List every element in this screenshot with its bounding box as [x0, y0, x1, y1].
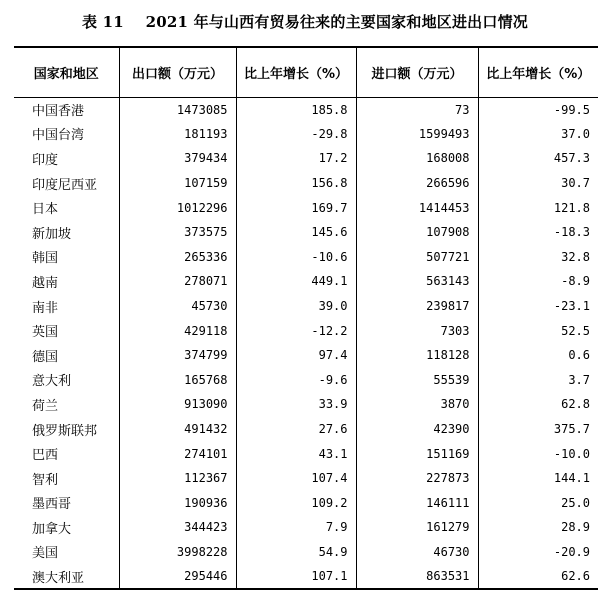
export-growth-cell: 54.9 [236, 540, 356, 565]
region-cell: 智利 [32, 472, 59, 488]
import-growth-cell: 144.1 [478, 466, 598, 491]
export-growth-cell: -12.2 [236, 318, 356, 343]
import-value-cell: 118128 [356, 343, 478, 368]
import-value-cell: 507721 [356, 245, 478, 270]
region-cell: 俄罗斯联邦 [32, 423, 98, 439]
table-row [14, 146, 598, 171]
table-row [14, 441, 598, 466]
export-value-cell: 1473085 [119, 97, 236, 122]
table-title: 表 11 2021 年与山西有贸易往来的主要国家和地区进出口情况 [82, 13, 528, 31]
table-row [14, 491, 598, 516]
import-growth-cell: 37.0 [478, 122, 598, 147]
import-value-cell: 3870 [356, 392, 478, 417]
import-value-cell: 151169 [356, 441, 478, 466]
import-growth-cell: -18.3 [478, 220, 598, 245]
region-cell: 墨西哥 [32, 497, 72, 513]
export-growth-cell: 145.6 [236, 220, 356, 245]
export-growth-cell: 17.2 [236, 146, 356, 171]
table-row [14, 195, 598, 220]
export-value-cell: 1012296 [119, 195, 236, 220]
region-cell: 美国 [32, 546, 59, 562]
export-value-cell: 107159 [119, 171, 236, 196]
export-value-cell: 274101 [119, 441, 236, 466]
import-value-cell: 563143 [356, 269, 478, 294]
import-value-cell: 168008 [356, 146, 478, 171]
region-cell: 印度 [32, 152, 59, 168]
export-growth-cell: 449.1 [236, 269, 356, 294]
region-cell: 新加坡 [32, 226, 72, 242]
export-growth-cell: -9.6 [236, 368, 356, 393]
import-growth-cell: 121.8 [478, 195, 598, 220]
export-value-cell: 379434 [119, 146, 236, 171]
import-growth-cell: -20.9 [478, 540, 598, 565]
region-cell: 印度尼西亚 [32, 177, 98, 193]
region-cell: 南非 [32, 300, 59, 316]
table-header [14, 47, 598, 97]
import-value-cell: 1414453 [356, 195, 478, 220]
import-value-cell: 266596 [356, 171, 478, 196]
import-growth-cell: -8.9 [478, 269, 598, 294]
header-row [14, 47, 598, 97]
export-growth-cell: 97.4 [236, 343, 356, 368]
export-value-cell: 278071 [119, 269, 236, 294]
region-cell: 巴西 [32, 448, 59, 464]
region-cell: 韩国 [32, 251, 59, 267]
export-value-cell: 265336 [119, 245, 236, 270]
import-value-cell: 55539 [356, 368, 478, 393]
import-value-cell: 107908 [356, 220, 478, 245]
import-growth-cell: -23.1 [478, 294, 598, 319]
export-value-cell: 344423 [119, 515, 236, 540]
table-row [14, 343, 598, 368]
export-growth-cell: -10.6 [236, 245, 356, 270]
table-row [14, 564, 598, 589]
region-cell: 意大利 [32, 374, 72, 390]
header-export-value: 出口额（万元） [119, 47, 236, 97]
import-value-cell: 161279 [356, 515, 478, 540]
export-growth-cell: 27.6 [236, 417, 356, 442]
header-import-value: 进口额（万元） [356, 47, 478, 97]
region-cell: 澳大利亚 [32, 570, 85, 586]
import-growth-cell: 52.5 [478, 318, 598, 343]
table-row [14, 368, 598, 393]
region-cell: 越南 [32, 275, 59, 291]
export-value-cell: 165768 [119, 368, 236, 393]
export-growth-cell: 107.1 [236, 564, 356, 589]
header-import-growth: 比上年增长（%） [478, 47, 598, 97]
import-growth-cell: -99.5 [478, 97, 598, 122]
import-value-cell: 146111 [356, 491, 478, 516]
export-growth-cell: 156.8 [236, 171, 356, 196]
import-growth-cell: 62.8 [478, 392, 598, 417]
import-growth-cell: 32.8 [478, 245, 598, 270]
import-value-cell: 1599493 [356, 122, 478, 147]
table-row [14, 245, 598, 270]
export-growth-cell: 109.2 [236, 491, 356, 516]
import-growth-cell: -10.0 [478, 441, 598, 466]
export-value-cell: 181193 [119, 122, 236, 147]
export-value-cell: 913090 [119, 392, 236, 417]
trade-table [14, 46, 598, 590]
region-cell: 中国台湾 [32, 128, 85, 144]
import-growth-cell: 457.3 [478, 146, 598, 171]
export-growth-cell: 185.8 [236, 97, 356, 122]
table-row [14, 515, 598, 540]
export-value-cell: 295446 [119, 564, 236, 589]
import-value-cell: 46730 [356, 540, 478, 565]
region-cell: 德国 [32, 349, 59, 365]
import-growth-cell: 25.0 [478, 491, 598, 516]
import-value-cell: 42390 [356, 417, 478, 442]
region-cell: 中国香港 [32, 104, 85, 120]
import-value-cell: 227873 [356, 466, 478, 491]
table-row [14, 318, 598, 343]
import-growth-cell: 3.7 [478, 368, 598, 393]
table-row [14, 171, 598, 196]
export-growth-cell: 107.4 [236, 466, 356, 491]
export-growth-cell: 7.9 [236, 515, 356, 540]
export-value-cell: 429118 [119, 318, 236, 343]
region-cell: 英国 [32, 325, 59, 341]
table-row [14, 97, 598, 122]
header-export-growth: 比上年增长（%） [236, 47, 356, 97]
export-growth-cell: 43.1 [236, 441, 356, 466]
export-value-cell: 491432 [119, 417, 236, 442]
table-row [14, 269, 598, 294]
import-growth-cell: 62.6 [478, 564, 598, 589]
table-row [14, 392, 598, 417]
import-value-cell: 863531 [356, 564, 478, 589]
table-row [14, 220, 598, 245]
table-row [14, 122, 598, 147]
region-cell: 日本 [32, 202, 59, 218]
export-growth-cell: 169.7 [236, 195, 356, 220]
import-value-cell: 7303 [356, 318, 478, 343]
import-growth-cell: 30.7 [478, 171, 598, 196]
table-row [14, 294, 598, 319]
import-growth-cell: 375.7 [478, 417, 598, 442]
table-row [14, 540, 598, 565]
import-value-cell: 73 [356, 97, 478, 122]
export-value-cell: 45730 [119, 294, 236, 319]
table-row [14, 417, 598, 442]
import-growth-cell: 28.9 [478, 515, 598, 540]
export-value-cell: 112367 [119, 466, 236, 491]
export-growth-cell: 33.9 [236, 392, 356, 417]
export-value-cell: 373575 [119, 220, 236, 245]
table-row [14, 466, 598, 491]
export-value-cell: 190936 [119, 491, 236, 516]
export-growth-cell: -29.8 [236, 122, 356, 147]
export-growth-cell: 39.0 [236, 294, 356, 319]
import-growth-cell: 0.6 [478, 343, 598, 368]
export-value-cell: 3998228 [119, 540, 236, 565]
table-body [14, 97, 598, 589]
export-value-cell: 374799 [119, 343, 236, 368]
import-value-cell: 239817 [356, 294, 478, 319]
region-cell: 荷兰 [32, 398, 59, 414]
region-cell: 加拿大 [32, 521, 72, 537]
header-region: 国家和地区 [33, 66, 99, 82]
